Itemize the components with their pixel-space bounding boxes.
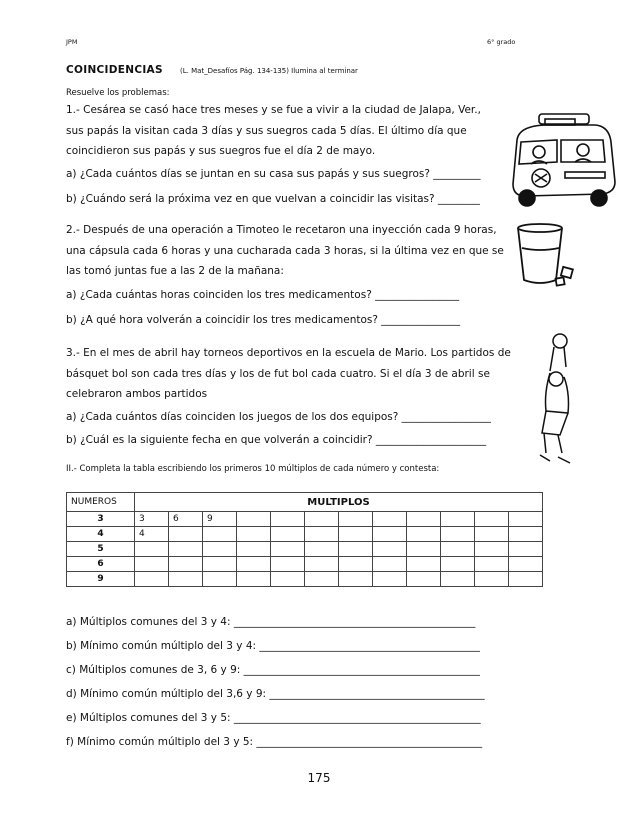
table-header-numeros: NUMEROS	[67, 493, 135, 512]
table-cell[interactable]	[339, 527, 373, 542]
table-cell[interactable]	[237, 557, 271, 572]
table-cell[interactable]	[237, 512, 271, 527]
multiples-table	[66, 492, 543, 587]
table-cell[interactable]	[237, 542, 271, 557]
table-cell[interactable]	[475, 527, 509, 542]
table-cell[interactable]	[475, 512, 509, 527]
table-cell[interactable]	[339, 542, 373, 557]
table-cell[interactable]	[373, 572, 407, 587]
table-cell[interactable]	[271, 572, 305, 587]
table-cell[interactable]	[339, 572, 373, 587]
table-cell[interactable]	[169, 527, 203, 542]
table-cell[interactable]: 3	[135, 512, 169, 527]
table-cell[interactable]: 9	[203, 512, 237, 527]
answer-f: f) Mínimo común múltiplo del 3 y 5: ___________________________________________	[66, 736, 483, 748]
table-cell[interactable]	[135, 557, 169, 572]
problem-2-text	[66, 220, 504, 282]
table-cell[interactable]	[135, 572, 169, 587]
table-cell[interactable]	[373, 527, 407, 542]
header-left: JPM	[66, 38, 78, 46]
section-2-instructions: II.- Completa la tabla escribiendo los primeros 10 múltiplos de cada número y contesta:	[66, 464, 440, 474]
table-cell[interactable]	[271, 542, 305, 557]
answer-c: c) Múltiplos comunes de 3, 6 y 9: _____________________________________________	[66, 664, 480, 676]
table-cell[interactable]	[203, 527, 237, 542]
answer-d: d) Mínimo común múltiplo del 3,6 y 9: _________________________________________	[66, 688, 485, 700]
table-cell[interactable]	[373, 557, 407, 572]
page-title: COINCIDENCIAS	[66, 64, 163, 76]
table-cell[interactable]	[509, 542, 543, 557]
table-cell[interactable]	[441, 572, 475, 587]
table-cell[interactable]	[339, 557, 373, 572]
problem-3-question-b: b) ¿Cuál es la siguiente fecha en que volverán a coincidir? _____________________	[66, 434, 487, 446]
problem-1-line: sus papás la visitan cada 3 días y sus suegros cada 5 días. El último día que	[66, 124, 467, 137]
table-cell[interactable]	[305, 572, 339, 587]
basketball-player-illustration	[530, 333, 588, 469]
table-cell[interactable]	[441, 557, 475, 572]
instructions: Resuelve los problemas:	[66, 88, 170, 98]
table-cell[interactable]	[475, 557, 509, 572]
table-row	[67, 542, 543, 557]
problem-3-line: básquet bol son cada tres días y los de fut bol cada cuatro. Si el día 3 de abril se	[66, 367, 490, 380]
table-row-number: 5	[67, 542, 135, 557]
answer-a: a) Múltiplos comunes del 3 y 4: ______________________________________________	[66, 616, 476, 628]
table-cell[interactable]	[441, 527, 475, 542]
table-cell[interactable]	[169, 542, 203, 557]
glass-illustration	[512, 222, 580, 288]
problem-1-question-a: a) ¿Cada cuántos días se juntan en su casa sus papás y sus suegros? _________	[66, 168, 481, 180]
problem-3-line: 3.- En el mes de abril hay torneos deportivos en la escuela de Mario. Los partidos de	[66, 347, 511, 359]
table-cell[interactable]	[441, 542, 475, 557]
table-cell[interactable]: 6	[169, 512, 203, 527]
table-cell[interactable]	[237, 572, 271, 587]
page-subtitle: (L. Mat_Desafíos Pág. 134-135) Ilumina al terminar	[180, 67, 358, 75]
table-cell[interactable]	[407, 572, 441, 587]
table-header-multiplos: MULTIPLOS	[135, 493, 543, 512]
table-cell[interactable]	[271, 512, 305, 527]
table-cell[interactable]	[441, 512, 475, 527]
problem-2-line: 2.- Después de una operación a Timoteo le recetaron una inyección cada 9 horas,	[66, 224, 497, 236]
table-cell[interactable]	[203, 557, 237, 572]
problem-3-text	[66, 343, 511, 405]
table-cell[interactable]	[203, 572, 237, 587]
table-row-number: 4	[67, 527, 135, 542]
table-cell[interactable]	[407, 542, 441, 557]
table-cell[interactable]	[407, 527, 441, 542]
problem-1-question-b: b) ¿Cuándo será la próxima vez en que vuelvan a coincidir las visitas? ________	[66, 193, 480, 205]
problem-1-text	[66, 100, 481, 162]
table-cell[interactable]	[509, 527, 543, 542]
problem-3-question-a: a) ¿Cada cuántos días coinciden los juegos de los dos equipos? _________________	[66, 411, 491, 423]
table-cell[interactable]	[305, 557, 339, 572]
answer-e: e) Múltiplos comunes del 3 y 5: _______________________________________________	[66, 712, 481, 724]
van-illustration	[505, 112, 620, 210]
problem-2-question-b: b) ¿A qué hora volverán a coincidir los tres medicamentos? _______________	[66, 314, 461, 326]
table-cell[interactable]	[509, 512, 543, 527]
table-cell[interactable]	[271, 557, 305, 572]
table-row	[67, 512, 543, 527]
problem-2-question-a: a) ¿Cada cuántas horas coinciden los tres medicamentos? ________________	[66, 289, 460, 301]
table-cell[interactable]	[169, 572, 203, 587]
table-cell[interactable]	[305, 527, 339, 542]
table-cell[interactable]	[271, 527, 305, 542]
table-cell[interactable]	[135, 542, 169, 557]
problem-2-line: una cápsula cada 6 horas y una cucharada cada 3 horas, si la última vez en que se	[66, 244, 504, 257]
table-cell[interactable]	[237, 527, 271, 542]
table-cell[interactable]	[509, 572, 543, 587]
table-cell[interactable]	[373, 542, 407, 557]
table-row-number: 3	[67, 512, 135, 527]
page-number: 175	[307, 771, 331, 785]
answer-b: b) Mínimo común múltiplo del 3 y 4: __________________________________________	[66, 640, 480, 652]
table-cell[interactable]	[475, 572, 509, 587]
table-cell[interactable]	[407, 557, 441, 572]
table-cell[interactable]	[475, 542, 509, 557]
table-cell[interactable]	[169, 557, 203, 572]
table-cell[interactable]	[203, 542, 237, 557]
problem-3-line: celebraron ambos partidos	[66, 388, 208, 400]
table-cell[interactable]	[305, 542, 339, 557]
table-cell[interactable]	[305, 512, 339, 527]
table-row	[67, 527, 543, 542]
table-row-number: 6	[67, 557, 135, 572]
table-cell[interactable]	[339, 512, 373, 527]
table-cell[interactable]: 4	[135, 527, 169, 542]
problem-1-line: coincidieron sus papás y sus suegros fue el día 2 de mayo.	[66, 145, 376, 157]
table-row	[67, 572, 543, 587]
table-cell[interactable]	[373, 512, 407, 527]
table-row-number: 9	[67, 572, 135, 587]
table-header-row	[67, 493, 543, 512]
table-cell[interactable]	[509, 557, 543, 572]
problem-1-line: 1.- Cesárea se casó hace tres meses y se fue a vivir a la ciudad de Jalapa, Ver.,	[66, 104, 481, 116]
header-right: 6° grado	[487, 38, 516, 46]
table-row	[67, 557, 543, 572]
table-cell[interactable]	[407, 512, 441, 527]
problem-2-line: las tomó juntas fue a las 2 de la mañana:	[66, 265, 284, 277]
